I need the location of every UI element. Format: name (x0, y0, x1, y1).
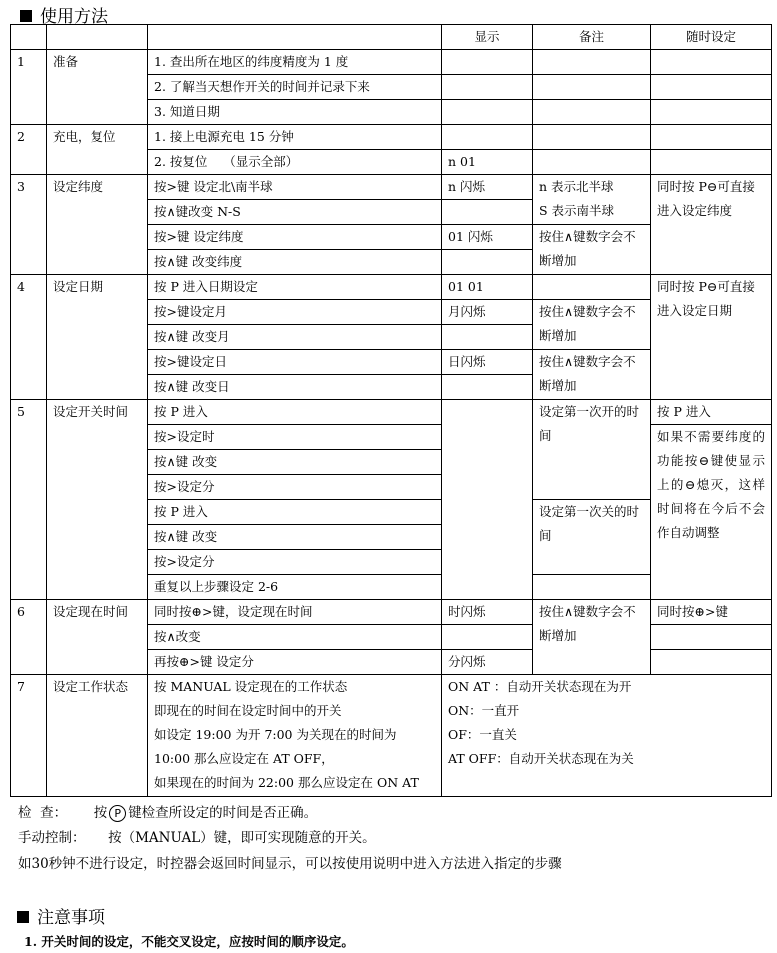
display-cell: 日闪烁 (442, 350, 533, 375)
table-row (11, 125, 772, 150)
step-cell: 按>设定时 (148, 425, 442, 450)
row-name: 设定开关时间 (47, 400, 148, 600)
anytime-cell: 同时按 P⊖可直接进入设定日期 (651, 275, 772, 400)
row-number: 3 (11, 175, 47, 275)
display-cell: 01 闪烁 (442, 225, 533, 250)
step-cell: 按 P 进入 (148, 500, 442, 525)
step-cell: 2. 了解当天想作开关的时间并记录下来 (148, 75, 442, 100)
row-name: 设定现在时间 (47, 600, 148, 675)
remark-cell: 设定第一次关的时间 (533, 500, 651, 575)
row-number: 4 (11, 275, 47, 400)
instruction-table (10, 24, 772, 797)
step-cell: 重复以上步骤设定 2-6 (148, 575, 442, 600)
manual-line: 手动控制： 按（MANUAL）键，即可实现随意的开关。 (18, 830, 376, 846)
anytime-cell: 同时按⊕>键 (651, 600, 772, 625)
anytime-cell: 同时按 P⊖可直接进入设定纬度 (651, 175, 772, 275)
p-key-icon: P (109, 805, 126, 822)
remark-cell: 按住∧键数字会不断增加 (533, 350, 651, 400)
row-number: 7 (11, 675, 47, 797)
step-cell: 按 MANUAL 设定现在的工作状态 即现在的时间在设定时间中的开关 如设定 19:00 为开 7:00 为关现在的时间为 10:00 那么应设定在 AT OFF， 如果现在的时间为 22:00 那么应设定在 ON AT (148, 675, 442, 797)
step-cell: 按∧键 改变 (148, 450, 442, 475)
anytime-cell: 按 P 进入 (651, 400, 772, 425)
note-item: 1. 开关时间的设定，不能交叉设定，应按时间的顺序设定。 (24, 934, 354, 949)
notes-title: 注意事项 (17, 903, 105, 928)
step-cell: 1. 查出所在地区的纬度精度为 1 度 (148, 50, 442, 75)
remark-cell: 按住∧键数字会不断增加 (533, 225, 651, 275)
section-title: 使用方法 (20, 2, 108, 27)
remark-cell: 设定第一次开的时间 (533, 400, 651, 500)
table-row (11, 50, 772, 75)
header-anytime: 随时设定 (651, 25, 772, 50)
step-cell: 按>设定分 (148, 475, 442, 500)
step-cell: 按>键 设定北\南半球 (148, 175, 442, 200)
step-cell: 按∧改变 (148, 625, 442, 650)
display-cell: 01 01 (442, 275, 533, 300)
step-cell: 再按⊕>键 设定分 (148, 650, 442, 675)
timeout-line: 如30秒钟不进行设定，时控器会返回时间显示，可以按使用说明中进入方法进入指定的步骤 (18, 856, 562, 872)
step-cell: 按∧键 改变日 (148, 375, 442, 400)
row-name: 准备 (47, 50, 148, 125)
square-bullet-icon (20, 10, 32, 22)
step-cell: 按∧键改变 N-S (148, 200, 442, 225)
step-cell: 3. 知道日期 (148, 100, 442, 125)
row-name: 设定日期 (47, 275, 148, 400)
table-header-row (11, 25, 772, 50)
square-bullet-icon (17, 911, 29, 923)
step-cell: 按>设定分 (148, 550, 442, 575)
state-list: ON AT ：自动开关状态现在为开 ON：一直开 OF：一直关 AT OFF：自动开关状态现在为关 (442, 675, 772, 797)
display-cell: 分闪烁 (442, 650, 533, 675)
remark-cell: 按住∧键数字会不断增加 (533, 600, 651, 675)
step-cell: 按>键设定月 (148, 300, 442, 325)
row-number: 1 (11, 50, 47, 125)
anytime-cell: 如果不需要纬度的功能按⊖键使显示上的⊖熄灭，这样时间将在今后不会作自动调整 (651, 425, 772, 600)
table-row (11, 275, 772, 300)
row-name: 设定纬度 (47, 175, 148, 275)
step-cell: 按>键设定日 (148, 350, 442, 375)
step-cell: 按>键 设定纬度 (148, 225, 442, 250)
row-number: 5 (11, 400, 47, 600)
display-cell: n 01 (442, 150, 533, 175)
remark-cell: 按住∧键数字会不断增加 (533, 300, 651, 350)
step-cell: 同时按⊕>键，设定现在时间 (148, 600, 442, 625)
step-cell: 按 P 进入 (148, 400, 442, 425)
row-name: 充电，复位 (47, 125, 148, 175)
check-line: 检 查： 按 P 键检查所设定的时间是否正确。 (18, 805, 318, 821)
display-cell: 时闪烁 (442, 600, 533, 625)
display-cell: 月闪烁 (442, 300, 533, 325)
step-cell: 按∧键 改变月 (148, 325, 442, 350)
step-cell: 按∧键 改变 (148, 525, 442, 550)
step-cell: 2. 按复位 （显示全部） (148, 150, 442, 175)
table-row (11, 400, 772, 425)
step-cell: 按 P 进入日期设定 (148, 275, 442, 300)
table-row (11, 600, 772, 625)
row-number: 6 (11, 600, 47, 675)
step-cell: 1. 接上电源充电 15 分钟 (148, 125, 442, 150)
remark-cell: n 表示北半球 S 表示南半球 (533, 175, 651, 225)
header-display: 显示 (442, 25, 533, 50)
header-remark: 备注 (533, 25, 651, 50)
row-name: 设定工作状态 (47, 675, 148, 797)
step-cell: 按∧键 改变纬度 (148, 250, 442, 275)
table-row (11, 175, 772, 200)
display-cell: n 闪烁 (442, 175, 533, 200)
row-number: 2 (11, 125, 47, 175)
table-row (11, 675, 772, 797)
